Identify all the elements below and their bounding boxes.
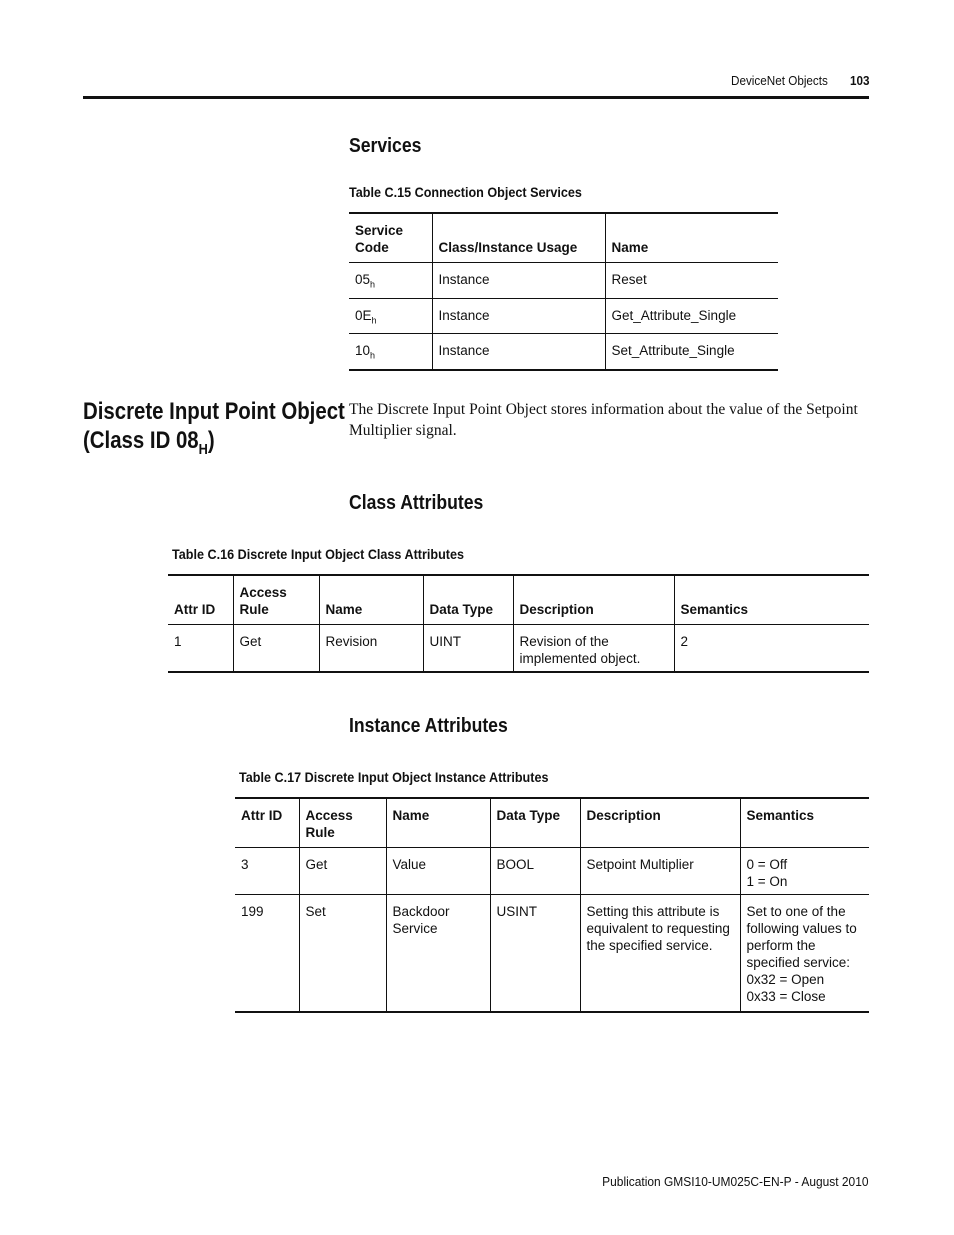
- publication-footer: Publication GMSI10-UM025C-EN-P - August 2010: [602, 1174, 869, 1189]
- table-cell: 2: [674, 625, 869, 673]
- table-c17-caption: Table C.17 Discrete Input Object Instance Attributes: [239, 769, 549, 785]
- column-header: Service Code: [355, 223, 404, 255]
- table-cell: 3: [241, 857, 249, 872]
- column-header: Access Rule: [233, 575, 319, 625]
- instance-attributes-heading: Instance Attributes: [349, 715, 508, 737]
- table-cell: Get: [233, 625, 319, 673]
- connection-services-table: [349, 212, 778, 371]
- column-header: Semantics: [740, 798, 869, 848]
- instance-attributes-table: [235, 797, 869, 1013]
- column-header: Name: [386, 798, 490, 848]
- column-header: Attr ID: [241, 808, 283, 823]
- table-cell: BOOL: [490, 848, 580, 895]
- column-header: Data Type: [490, 798, 580, 848]
- table-row: [349, 298, 778, 334]
- table-row: [235, 895, 869, 1013]
- table-header-row: [168, 575, 869, 625]
- column-header: Attr ID: [174, 602, 216, 617]
- usage-cell: Instance: [432, 263, 605, 299]
- class-attributes-heading: Class Attributes: [349, 492, 484, 514]
- column-header: Class/Instance Usage: [432, 213, 605, 263]
- class-attributes-table: [168, 574, 869, 673]
- table-cell: Set: [299, 895, 386, 1013]
- table-header-row: [349, 213, 778, 263]
- name-cell: Get_Attribute_Single: [605, 298, 778, 334]
- table-cell: Setpoint Multiplier: [580, 848, 740, 895]
- column-header: Description: [513, 575, 674, 625]
- header-rule: [83, 96, 869, 99]
- table-cell: USINT: [490, 895, 580, 1013]
- table-cell: Setting this attribute is equivalent to requesting the specified service.: [580, 895, 740, 1013]
- column-header: Semantics: [674, 575, 869, 625]
- column-header: Description: [580, 798, 740, 848]
- running-header-title: DeviceNet Objects: [731, 73, 828, 88]
- table-row: [349, 263, 778, 299]
- usage-cell: Instance: [432, 298, 605, 334]
- column-header: Data Type: [423, 575, 513, 625]
- services-heading: Services: [349, 135, 422, 157]
- name-cell: Reset: [605, 263, 778, 299]
- table-row: [168, 625, 869, 673]
- table-cell: Get: [299, 848, 386, 895]
- table-row: [349, 334, 778, 370]
- usage-cell: Instance: [432, 334, 605, 370]
- table-cell: 1: [174, 634, 182, 649]
- column-header: Name: [319, 575, 423, 625]
- table-c16-caption: Table C.16 Discrete Input Object Class Attributes: [172, 546, 464, 562]
- service-code: $05_h$: [355, 272, 376, 290]
- name-cell: Set_Attribute_Single: [605, 334, 778, 370]
- table-cell: Set to one of the following values to perform the specified service: 0x32 = Open 0x33 = Close: [740, 895, 869, 1013]
- table-cell: 0 = Off 1 = On: [740, 848, 869, 895]
- service-code: $10_h$: [355, 343, 376, 362]
- table-cell: Backdoor Service: [386, 895, 490, 1013]
- page-number: 103: [850, 73, 870, 88]
- service-code: $0E_h$: [355, 307, 377, 326]
- table-row: [235, 848, 869, 895]
- object-section-title: Discrete Input Point Object (Class ID $08_H$): [83, 398, 345, 458]
- table-header-row: [235, 798, 869, 848]
- object-description: The Discrete Input Point Object stores information about the value of the Setpoint Multiplier signal.: [349, 401, 858, 439]
- table-cell: Revision of the implemented object.: [513, 625, 674, 673]
- table-cell: 199: [241, 904, 264, 919]
- column-header: Name: [605, 213, 778, 263]
- table-c15-caption: Table C.15 Connection Object Services: [349, 184, 582, 200]
- table-cell: Revision: [319, 625, 423, 673]
- table-cell: UINT: [423, 625, 513, 673]
- table-cell: Value: [386, 848, 490, 895]
- column-header: Access Rule: [299, 798, 386, 848]
